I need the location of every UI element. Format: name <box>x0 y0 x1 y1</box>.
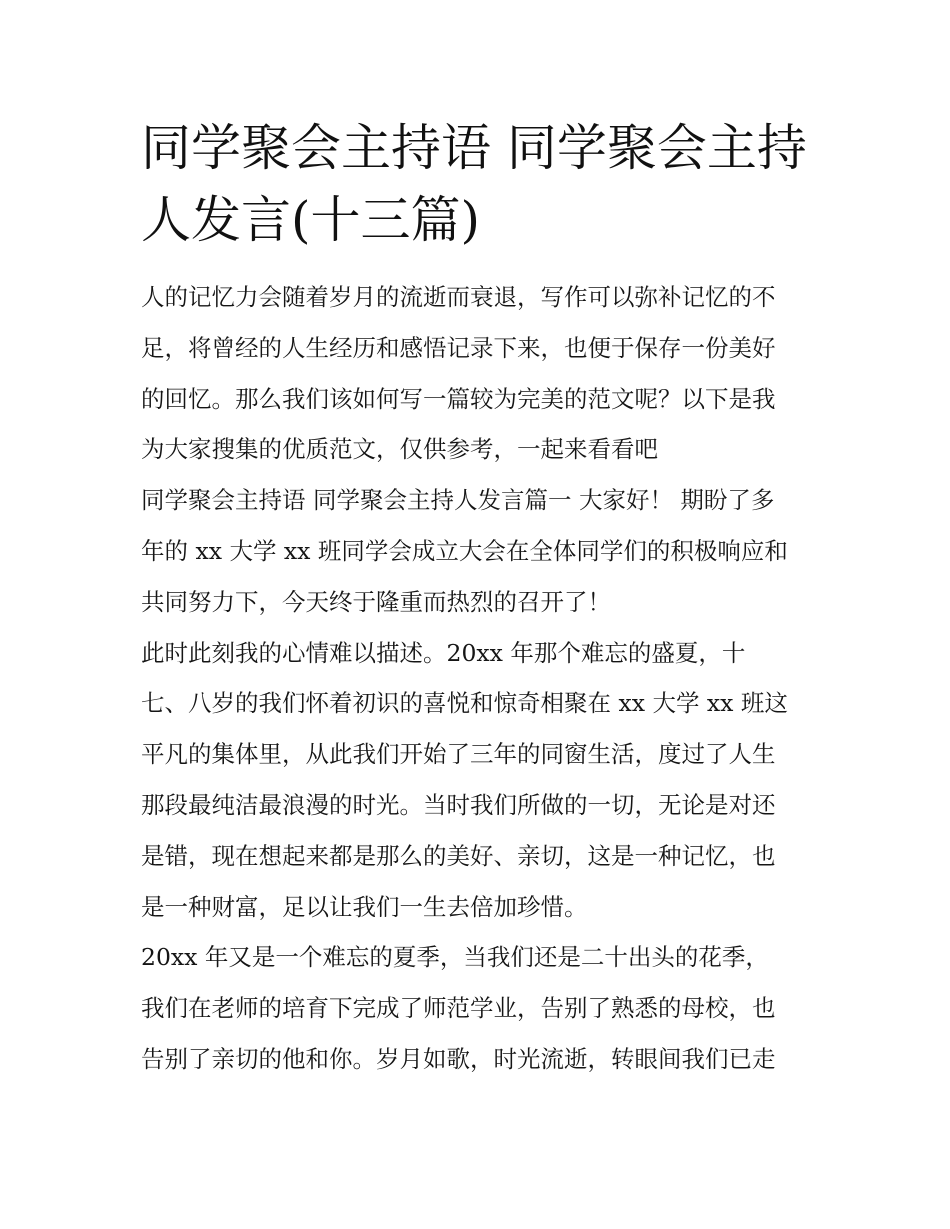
body-line: 20xx 年又是一个难忘的夏季，当我们还是二十出头的花季， <box>141 943 769 972</box>
body-line: 同学聚会主持语 同学聚会主持人发言篇一 大家好！ 期盼了多 <box>141 486 775 515</box>
body-line: 是一种财富，足以让我们一生去倍加珍惜。 <box>141 892 588 921</box>
document-title <box>141 112 813 256</box>
body-line: 是错，现在想起来都是那么的美好、亲切，这是一种记忆，也 <box>141 841 776 870</box>
body-line: 平凡的集体里，从此我们开始了三年的同窗生活，度过了人生 <box>141 740 776 769</box>
title-line-2: 人发言(十三篇) <box>141 191 481 249</box>
title-line-1: 同学聚会主持语 同学聚会主持 <box>141 119 807 177</box>
body-line: 那段最纯洁最浪漫的时光。当时我们所做的一切，无论是对还 <box>141 790 776 819</box>
document-content <box>141 112 813 1085</box>
body-line: 的回忆。那么我们该如何写一篇较为完美的范文呢？以下是我 <box>141 384 776 413</box>
body-line: 足，将曾经的人生经历和感悟记录下来，也便于保存一份美好 <box>141 333 776 362</box>
body-line: 告别了亲切的他和你。岁月如歌，时光流逝，转眼间我们已走 <box>141 1044 776 1073</box>
body-line: 人的记忆力会随着岁月的流逝而衰退，写作可以弥补记忆的不 <box>141 283 776 311</box>
body-line: 我们在老师的培育下完成了师范学业，告别了熟悉的母校，也 <box>141 994 776 1023</box>
body-line: 年的 xx 大学 xx 班同学会成立大会在全体同学们的积极响应和 <box>141 536 788 565</box>
document-body <box>141 272 813 1085</box>
body-line: 为大家搜集的优质范文，仅供参考，一起来看看吧 <box>141 435 658 464</box>
body-line: 共同努力下，今天终于隆重而热烈的召开了！ <box>141 587 611 616</box>
body-line: 七、八岁的我们怀着初识的喜悦和惊奇相聚在 xx 大学 xx 班这 <box>141 689 788 718</box>
body-line: 此时此刻我的心情难以描述。20xx 年那个难忘的盛夏，十 <box>141 638 746 667</box>
